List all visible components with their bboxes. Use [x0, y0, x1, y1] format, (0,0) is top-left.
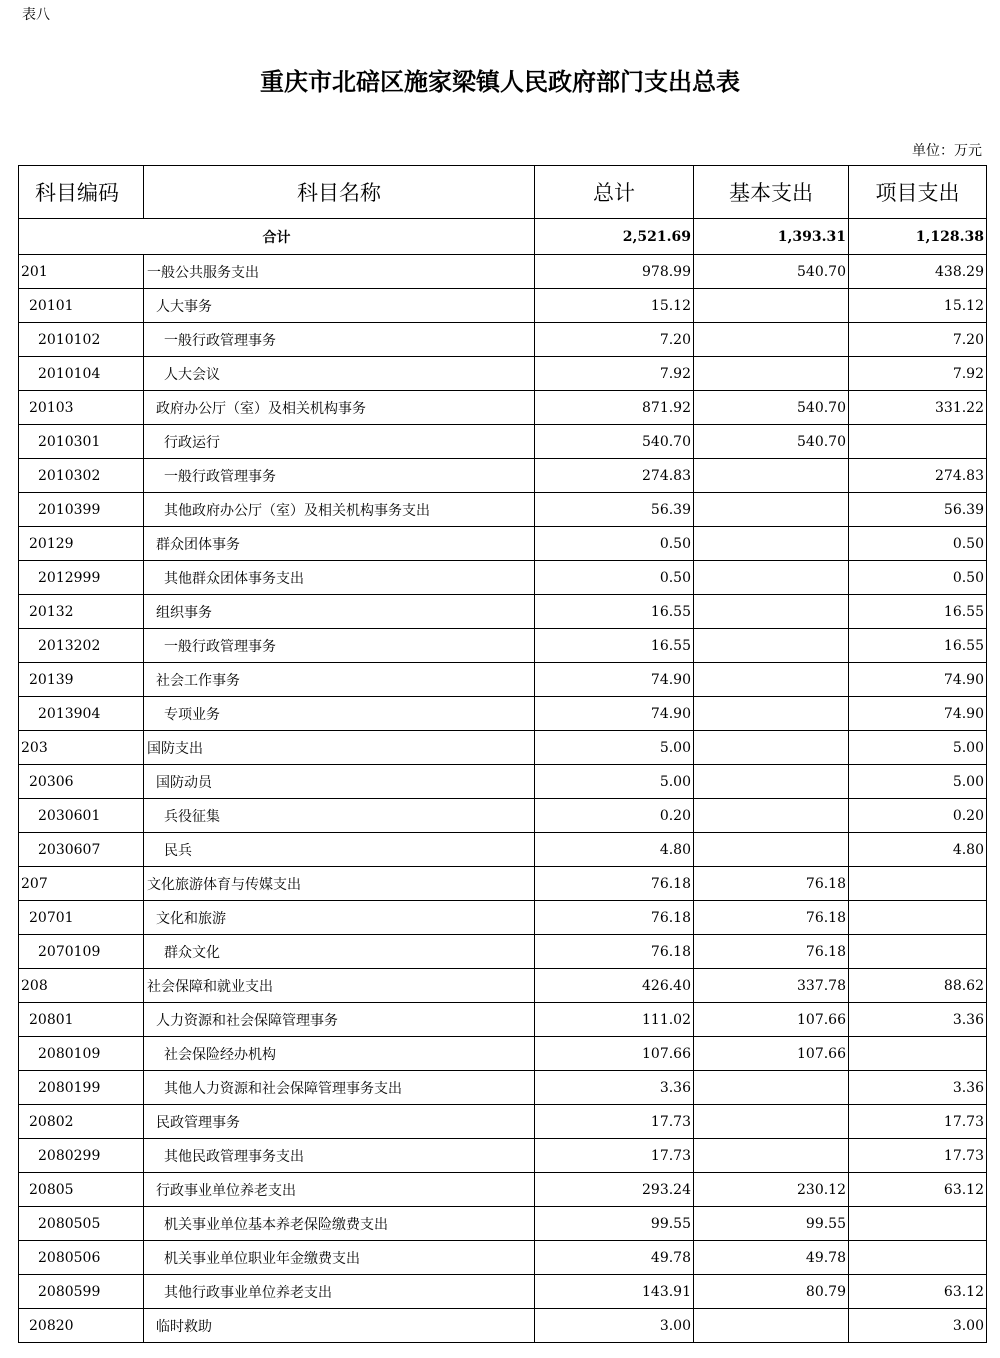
- row-basic: 107.66: [694, 1037, 849, 1071]
- row-project: 3.00: [849, 1309, 987, 1343]
- table-row: [19, 1207, 987, 1241]
- row-name: 其他行政事业单位养老支出: [144, 1275, 535, 1309]
- row-basic: 107.66: [694, 1003, 849, 1037]
- row-project: 438.29: [849, 255, 987, 289]
- table-row: [19, 1003, 987, 1037]
- row-code: 2080199: [19, 1071, 144, 1105]
- table-row: [19, 561, 987, 595]
- row-name: 一般行政管理事务: [144, 323, 535, 357]
- row-code: 20701: [19, 901, 144, 935]
- row-total: 17.73: [535, 1139, 694, 1173]
- row-code: 2010399: [19, 493, 144, 527]
- row-basic: [694, 357, 849, 391]
- row-total: 74.90: [535, 697, 694, 731]
- row-code: 2013904: [19, 697, 144, 731]
- row-project: 0.20: [849, 799, 987, 833]
- row-total: 107.66: [535, 1037, 694, 1071]
- row-basic: 230.12: [694, 1173, 849, 1207]
- row-basic: 80.79: [694, 1275, 849, 1309]
- row-code: 2012999: [19, 561, 144, 595]
- row-name: 一般公共服务支出: [144, 255, 535, 289]
- row-total: 76.18: [535, 935, 694, 969]
- row-project: 17.73: [849, 1105, 987, 1139]
- row-basic: [694, 731, 849, 765]
- row-name: 人大会议: [144, 357, 535, 391]
- table-row: [19, 935, 987, 969]
- row-project: [849, 935, 987, 969]
- row-total: 0.20: [535, 799, 694, 833]
- row-project: 7.20: [849, 323, 987, 357]
- row-project: 15.12: [849, 289, 987, 323]
- row-code: 2010301: [19, 425, 144, 459]
- row-project: [849, 1241, 987, 1275]
- page-title: 重庆市北碚区施家梁镇人民政府部门支出总表: [260, 68, 740, 96]
- row-code: 20802: [19, 1105, 144, 1139]
- row-basic: [694, 459, 849, 493]
- row-code: 201: [19, 255, 144, 289]
- table-row: [19, 1241, 987, 1275]
- row-project: [849, 1037, 987, 1071]
- table-row: [19, 765, 987, 799]
- row-total: 7.20: [535, 323, 694, 357]
- row-basic: [694, 595, 849, 629]
- row-name: 民兵: [144, 833, 535, 867]
- row-project: [849, 1207, 987, 1241]
- row-total: 16.55: [535, 629, 694, 663]
- row-basic: 540.70: [694, 391, 849, 425]
- row-name: 专项业务: [144, 697, 535, 731]
- row-code: 20801: [19, 1003, 144, 1037]
- row-basic: 76.18: [694, 901, 849, 935]
- row-name: 社会保障和就业支出: [144, 969, 535, 1003]
- row-basic: [694, 663, 849, 697]
- table-row: [19, 425, 987, 459]
- row-name: 一般行政管理事务: [144, 629, 535, 663]
- row-total: 3.36: [535, 1071, 694, 1105]
- table-row: [19, 901, 987, 935]
- row-total: 16.55: [535, 595, 694, 629]
- row-code: 20129: [19, 527, 144, 561]
- total-label: 合计: [19, 219, 535, 255]
- row-total: 5.00: [535, 765, 694, 799]
- row-total: 274.83: [535, 459, 694, 493]
- table-row: [19, 833, 987, 867]
- row-basic: [694, 527, 849, 561]
- row-name: 社会保险经办机构: [144, 1037, 535, 1071]
- row-code: 2080599: [19, 1275, 144, 1309]
- row-name: 其他政府办公厅（室）及相关机构事务支出: [144, 493, 535, 527]
- total-sum: 2,521.69: [535, 219, 694, 255]
- row-basic: [694, 799, 849, 833]
- total-project: 1,128.38: [849, 219, 987, 255]
- col-header-name: 科目名称: [144, 166, 535, 219]
- row-project: 5.00: [849, 731, 987, 765]
- row-basic: [694, 697, 849, 731]
- row-basic: 540.70: [694, 425, 849, 459]
- col-header-basic: 基本支出: [694, 166, 849, 219]
- header-row: [19, 166, 987, 219]
- table-row: [19, 1309, 987, 1343]
- row-code: 20306: [19, 765, 144, 799]
- table-row: [19, 357, 987, 391]
- row-total: 76.18: [535, 867, 694, 901]
- row-code: 20132: [19, 595, 144, 629]
- row-project: 3.36: [849, 1071, 987, 1105]
- row-name: 一般行政管理事务: [144, 459, 535, 493]
- table-row: [19, 731, 987, 765]
- unit-label: 单位：万元: [912, 143, 982, 159]
- table-row: [19, 1139, 987, 1173]
- row-total: 17.73: [535, 1105, 694, 1139]
- row-basic: [694, 323, 849, 357]
- col-header-project: 项目支出: [849, 166, 987, 219]
- row-code: 2080506: [19, 1241, 144, 1275]
- row-code: 20820: [19, 1309, 144, 1343]
- expenditure-table: [18, 165, 987, 1343]
- row-basic: [694, 1105, 849, 1139]
- row-code: 20103: [19, 391, 144, 425]
- row-name: 行政事业单位养老支出: [144, 1173, 535, 1207]
- row-project: 56.39: [849, 493, 987, 527]
- row-total: 0.50: [535, 561, 694, 595]
- row-project: 7.92: [849, 357, 987, 391]
- row-project: 63.12: [849, 1173, 987, 1207]
- row-total: 3.00: [535, 1309, 694, 1343]
- table-row: [19, 697, 987, 731]
- row-total: 74.90: [535, 663, 694, 697]
- row-name: 组织事务: [144, 595, 535, 629]
- row-code: 20101: [19, 289, 144, 323]
- table-row: [19, 459, 987, 493]
- row-basic: [694, 765, 849, 799]
- row-name: 政府办公厅（室）及相关机构事务: [144, 391, 535, 425]
- table-number-label: 表八: [22, 7, 50, 23]
- row-basic: [694, 1309, 849, 1343]
- row-name: 临时救助: [144, 1309, 535, 1343]
- table-row: [19, 1105, 987, 1139]
- table-row: [19, 867, 987, 901]
- row-basic: 540.70: [694, 255, 849, 289]
- row-basic: [694, 289, 849, 323]
- row-project: [849, 867, 987, 901]
- row-basic: [694, 1139, 849, 1173]
- table-row: [19, 1071, 987, 1105]
- row-code: 2080299: [19, 1139, 144, 1173]
- row-project: 17.73: [849, 1139, 987, 1173]
- row-project: 0.50: [849, 527, 987, 561]
- row-name: 社会工作事务: [144, 663, 535, 697]
- row-basic: 99.55: [694, 1207, 849, 1241]
- table-row: [19, 391, 987, 425]
- row-total: 99.55: [535, 1207, 694, 1241]
- row-total: 540.70: [535, 425, 694, 459]
- row-total: 143.91: [535, 1275, 694, 1309]
- row-name: 其他群众团体事务支出: [144, 561, 535, 595]
- row-name: 群众文化: [144, 935, 535, 969]
- row-total: 0.50: [535, 527, 694, 561]
- row-project: 3.36: [849, 1003, 987, 1037]
- row-name: 机关事业单位基本养老保险缴费支出: [144, 1207, 535, 1241]
- table-row: [19, 595, 987, 629]
- row-code: 2010302: [19, 459, 144, 493]
- row-name: 群众团体事务: [144, 527, 535, 561]
- row-project: 16.55: [849, 595, 987, 629]
- row-project: 274.83: [849, 459, 987, 493]
- row-basic: [694, 833, 849, 867]
- row-total: 15.12: [535, 289, 694, 323]
- row-basic: 76.18: [694, 935, 849, 969]
- row-code: 203: [19, 731, 144, 765]
- row-project: 0.50: [849, 561, 987, 595]
- table-row: [19, 1275, 987, 1309]
- table-row: [19, 629, 987, 663]
- row-basic: 49.78: [694, 1241, 849, 1275]
- table-row: [19, 493, 987, 527]
- row-code: 2030607: [19, 833, 144, 867]
- row-project: 63.12: [849, 1275, 987, 1309]
- row-total: 49.78: [535, 1241, 694, 1275]
- row-total: 7.92: [535, 357, 694, 391]
- table-row: [19, 289, 987, 323]
- total-row: [19, 219, 987, 255]
- row-name: 文化旅游体育与传媒支出: [144, 867, 535, 901]
- row-code: 20139: [19, 663, 144, 697]
- row-total: 111.02: [535, 1003, 694, 1037]
- row-basic: [694, 629, 849, 663]
- col-header-code: 科目编码: [19, 166, 144, 219]
- row-basic: [694, 1071, 849, 1105]
- row-total: 426.40: [535, 969, 694, 1003]
- row-basic: 337.78: [694, 969, 849, 1003]
- row-project: [849, 425, 987, 459]
- row-basic: [694, 561, 849, 595]
- row-name: 人大事务: [144, 289, 535, 323]
- row-code: 2013202: [19, 629, 144, 663]
- row-total: 76.18: [535, 901, 694, 935]
- row-project: [849, 901, 987, 935]
- table-row: [19, 799, 987, 833]
- row-name: 其他民政管理事务支出: [144, 1139, 535, 1173]
- row-code: 2010102: [19, 323, 144, 357]
- row-total: 56.39: [535, 493, 694, 527]
- row-code: 2010104: [19, 357, 144, 391]
- row-name: 国防动员: [144, 765, 535, 799]
- table-row: [19, 323, 987, 357]
- table-row: [19, 255, 987, 289]
- row-code: 207: [19, 867, 144, 901]
- row-name: 其他人力资源和社会保障管理事务支出: [144, 1071, 535, 1105]
- row-basic: [694, 493, 849, 527]
- row-name: 文化和旅游: [144, 901, 535, 935]
- row-project: 74.90: [849, 663, 987, 697]
- row-project: 16.55: [849, 629, 987, 663]
- row-code: 2080109: [19, 1037, 144, 1071]
- total-basic: 1,393.31: [694, 219, 849, 255]
- table-row: [19, 1173, 987, 1207]
- row-name: 民政管理事务: [144, 1105, 535, 1139]
- row-total: 871.92: [535, 391, 694, 425]
- row-project: 88.62: [849, 969, 987, 1003]
- row-project: 74.90: [849, 697, 987, 731]
- row-total: 4.80: [535, 833, 694, 867]
- row-name: 机关事业单位职业年金缴费支出: [144, 1241, 535, 1275]
- table-row: [19, 969, 987, 1003]
- table-row: [19, 1037, 987, 1071]
- row-code: 208: [19, 969, 144, 1003]
- row-project: 5.00: [849, 765, 987, 799]
- row-name: 国防支出: [144, 731, 535, 765]
- row-basic: 76.18: [694, 867, 849, 901]
- row-code: 20805: [19, 1173, 144, 1207]
- col-header-total: 总计: [535, 166, 694, 219]
- row-name: 人力资源和社会保障管理事务: [144, 1003, 535, 1037]
- table-row: [19, 663, 987, 697]
- row-code: 2030601: [19, 799, 144, 833]
- row-name: 兵役征集: [144, 799, 535, 833]
- row-total: 5.00: [535, 731, 694, 765]
- row-total: 293.24: [535, 1173, 694, 1207]
- row-project: 331.22: [849, 391, 987, 425]
- row-total: 978.99: [535, 255, 694, 289]
- row-code: 2080505: [19, 1207, 144, 1241]
- row-code: 2070109: [19, 935, 144, 969]
- row-name: 行政运行: [144, 425, 535, 459]
- row-project: 4.80: [849, 833, 987, 867]
- table-row: [19, 527, 987, 561]
